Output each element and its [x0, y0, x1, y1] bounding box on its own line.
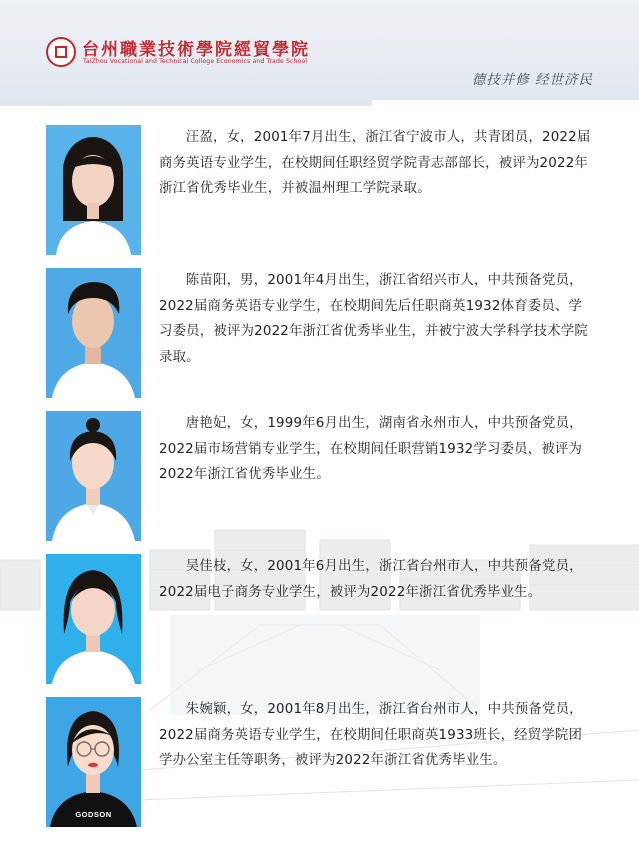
school-logo-icon — [46, 37, 76, 67]
student-photo-5 — [46, 697, 141, 827]
school-name-cn: 台州職業技術學院經貿學院 — [82, 40, 310, 60]
student-bio-1: 汪盈，女，2001年7月出生，浙江省宁波市人，共青团员，2022届商务英语专业学生，在校期间任职经贸学院青志部部长，被评为2022年浙江省优秀毕业生，并被温州理工学院录取。 — [159, 130, 591, 196]
student-photo-2 — [46, 268, 141, 398]
shirt-print-text: GODSON — [75, 810, 112, 819]
student-bio-3: 唐艳妃，女，1999年6月出生，湖南省永州市人，中共预备党员，2022届市场营销专业学生，在校期间任职营销1932学习委员，被评为2022年浙江省优秀毕业生。 — [159, 416, 583, 482]
student-photo-4 — [46, 554, 141, 684]
student-photo-3 — [46, 411, 141, 541]
header-divider — [0, 99, 372, 106]
school-name-en: TaiZhou Vocational and Technical College Economics and Trade School — [83, 58, 308, 65]
student-bio-5: 朱婉颖，女，2001年8月出生，浙江省台州市人，中共预备党员，2022届商务英语专业学生，在校期间任职商英1933班长，经贸学院团学办公室主任等职务，被评为2022年浙江省优秀毕业生。 — [159, 702, 583, 768]
school-motto: 德技并修 经世济民 — [471, 72, 593, 88]
student-bio-4: 吴佳枝，女，2001年6月出生，浙江省台州市人，中共预备党员，2022届电子商务专业学生，被评为2022年浙江省优秀毕业生。 — [159, 559, 583, 600]
student-photo-1 — [46, 125, 141, 255]
student-bio-2: 陈苗阳，男，2001年4月出生，浙江省绍兴市人，中共预备党员，2022届商务英语专业学生，在校期间先后任职商英1932体育委员、学习委员，被评为2022年浙江省优秀毕业生，并被宁波大学科学技术学院录取。 — [159, 273, 589, 365]
